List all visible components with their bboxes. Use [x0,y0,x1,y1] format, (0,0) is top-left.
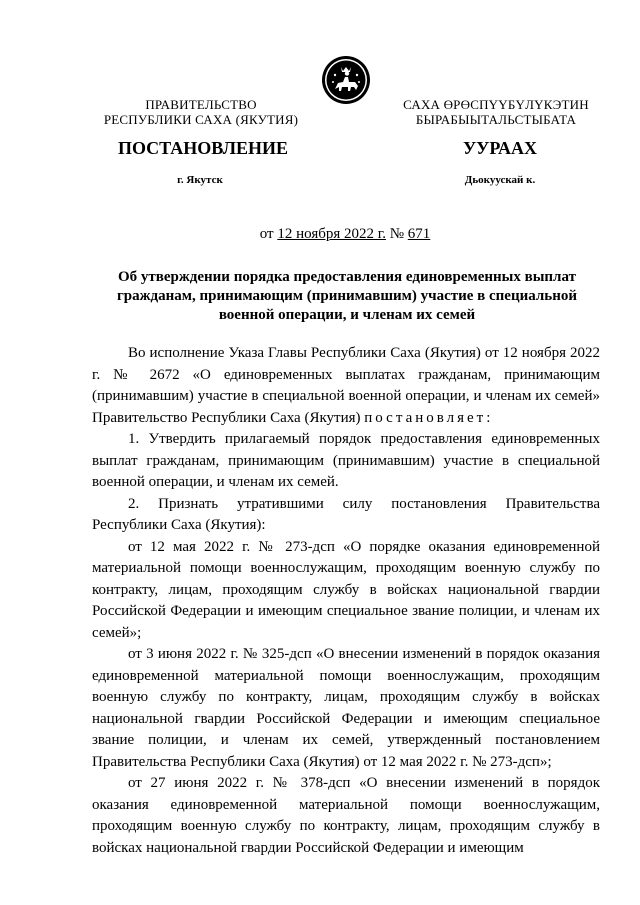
number-prefix: № [389,226,405,242]
preamble-text: Во исполнение Указа Главы Республики Саха (Якутия) от 12 ноября 2022 г. № 2672 «О единовременных выплатах гражданам, принимающим (принимавшим) участие в специальной военной операции, и членам их семей» Правительство Республики Саха (Якутия) [92,345,600,426]
title-line2: гражданам, принимающим (принимавшим) участие в специальной [116,288,578,304]
header-left-line2: РЕСПУБЛИКИ САХА (ЯКУТИЯ) [103,112,299,127]
doc-type-sakha: УУРААХ [462,138,538,158]
header-right-line1: САХА ӨРӨСПҮҮБҮЛҮКЭТИН [403,97,589,112]
date-prefix: от [259,226,274,242]
paragraph-repealed-2: от 3 июня 2022 г. № 325-дсп «О внесении изменений в порядок оказания единовременной материальной помощи военнослужащим, проходящим военную службу по контракту, лицам, проходящим службу в войсках национальной гвардии Российской Федерации и имеющим специальное звание полиции, и членам их семей, утвержденный постановлением Правительства Республики Саха (Якутия) от 12 мая 2022 г. № 273-дсп»; [92,646,600,770]
paragraph-item-1: 1. Утвердить прилагаемый порядок предоставления единовременных выплат гражданам, принимающим (принимавшим) участие в специальной военной операции, и членам их семей. [92,431,600,490]
doc-type-ru: ПОСТАНОВЛЕНИЕ [117,138,289,158]
title-line1: Об утверждении порядка предоставления единовременных выплат [118,269,576,285]
document-title [100,268,594,325]
coat-of-arms-emblem-icon [321,55,371,105]
title-line3: военной операции, и членам их семей [218,307,476,323]
document-date: 12 ноября 2022 г. [277,226,386,242]
paragraph-preamble [92,343,600,429]
document-date-number [0,226,640,243]
resolves-word: постановляет: [364,409,494,426]
document-number: 671 [407,226,431,242]
city-sakha: Дьокуускай к. [464,174,536,186]
header-right-line2: БЫРАБЫЫТАЛЬСТЫБАТА [415,112,577,127]
document-body [92,343,600,859]
government-header-sakha [392,97,600,127]
paragraph-repealed-3: от 27 июня 2022 г. № 378-дсп «О внесении изменений в порядок оказания единовременной материальной помощи военнослужащим, проходящим военную службу по контракту, лицам, проходящим службу в войсках национальной гвардии Российской Федерации и имеющим [92,775,600,856]
paragraph-repealed-1: от 12 мая 2022 г. № 273-дсп «О порядке оказания единовременной материальной помощи военнослужащим, проходящим военную службу по контракту, лицам, проходящим службу в войсках национальной гвардии Российской Федерации и имеющим специальное звание полиции, и членам их семей»; [92,538,600,641]
paragraph-item-2: 2. Признать утратившими силу постановления Правительства Республики Саха (Якутия): [92,495,600,533]
city-ru: г. Якутск [177,174,223,186]
header-left-line1: ПРАВИТЕЛЬСТВО [145,97,257,112]
government-header-ru [96,97,306,127]
